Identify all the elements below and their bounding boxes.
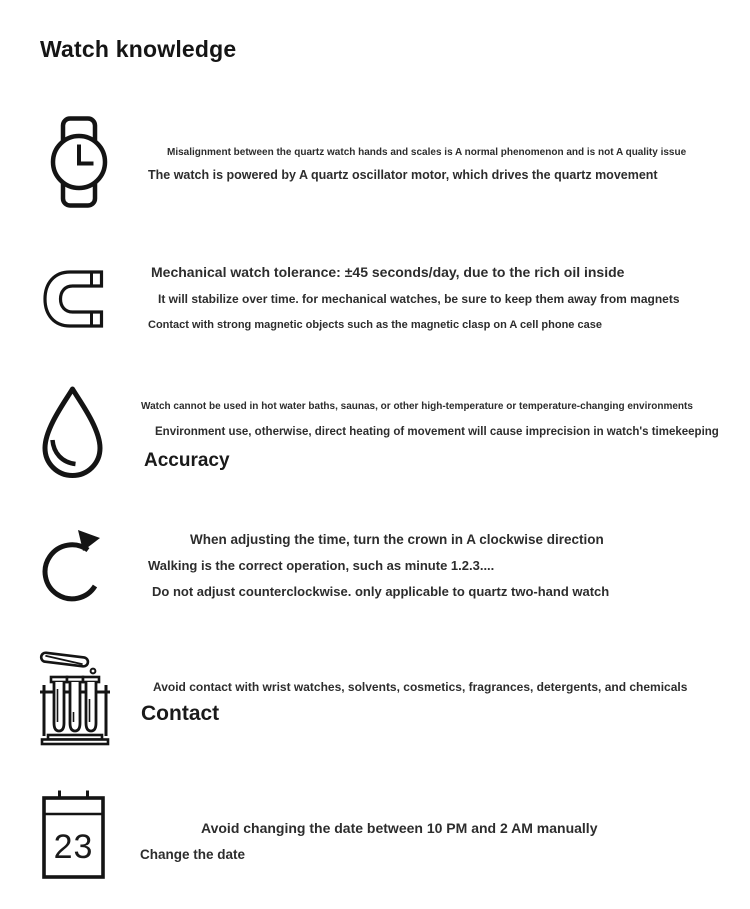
date-change-line: Change the date <box>140 847 246 862</box>
date-avoid-line: Avoid changing the date between 10 PM and 2 AM manually <box>201 820 598 836</box>
magnet-contact-line: Contact with strong magnetic objects such as the magnetic clasp on A cell phone case <box>148 319 602 331</box>
page-title: Watch knowledge <box>40 36 237 62</box>
chemicals-avoid-line: Avoid contact with wrist watches, solvents, cosmetics, fragrances, detergents, and chemicals <box>153 680 688 694</box>
magnet-stabilize-line: It will stabilize over time. for mechanical watches, be sure to keep them away from magnets <box>158 292 680 306</box>
temperature-env-line: Environment use, otherwise, direct heating of movement will cause imprecision in watch's timekeeping <box>155 426 719 438</box>
accuracy-heading: Accuracy <box>144 450 230 471</box>
magnet-tolerance-line: Mechanical watch tolerance: ±45 seconds/day, due to the rich oil inside <box>151 264 625 280</box>
crown-clockwise-line: When adjusting the time, turn the crown in A clockwise direction <box>190 532 604 547</box>
crown-walking-line: Walking is the correct operation, such as minute 1.2.3.... <box>148 558 495 573</box>
contact-heading: Contact <box>141 702 220 725</box>
quartz-note-line: Misalignment between the quartz watch hands and scales is A normal phenomenon and is not A quality issue <box>167 147 687 158</box>
calendar-day-number: 23 <box>53 828 94 866</box>
temperature-note-line: Watch cannot be used in hot water baths, saunas, or other high-temperature or temperature-changing environments <box>141 401 693 412</box>
quartz-main-line: The watch is powered by A quartz oscillator motor, which drives the quartz movement <box>148 168 658 182</box>
calendar-icon <box>42 790 105 885</box>
crown-counterclockwise-line: Do not adjust counterclockwise. only applicable to quartz two-hand watch <box>152 584 610 599</box>
